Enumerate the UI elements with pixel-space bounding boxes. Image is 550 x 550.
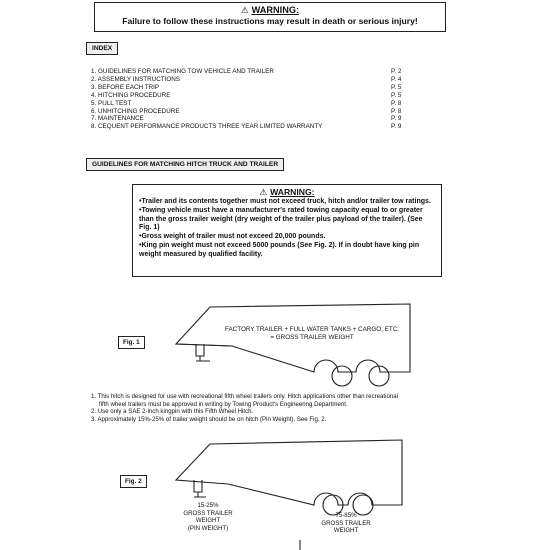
fig2-label: Fig. 2 <box>120 475 147 488</box>
note-line: 2. Use only a SAE 2-inch kingpin with this Fifth Wheel Hitch. <box>91 408 254 416</box>
note-line: 3. Approximately 15%-25% of trailer weight should be on hitch (Pin Weight). See Fig. 2. <box>91 415 327 423</box>
top-warning-title: ⚠ WARNING: <box>240 5 300 15</box>
index-label: INDEX <box>86 42 118 55</box>
index-item: 4. HITCHING PROCEDURE P. 5 <box>91 91 402 99</box>
notes-list <box>91 393 461 423</box>
fig2-trailer-outline <box>176 440 402 505</box>
warning-triangle-icon: ⚠ <box>259 187 268 197</box>
warning-item: •King pin weight must not exceed 5000 pounds (See Fig. 2). If in doubt have king pin weight measured by qualified facility. <box>139 241 420 258</box>
index-item: 7. MAINTENANCE P. 9 <box>91 115 402 123</box>
note-line: fifth wheel trailers must be approved in writing by Towing Product's Engineering Department. <box>99 400 348 408</box>
fig1-label: Fig. 1 <box>118 336 145 349</box>
top-warning-text: Failure to follow these instructions may result in death or serious injury! <box>122 16 418 26</box>
fig1-kingpin <box>196 344 210 361</box>
guidelines-label: GUIDELINES FOR MATCHING HITCH TRUCK AND TRAILER <box>86 158 284 171</box>
index-item: 6. UNHITCHING PROCEDURE P. 8 <box>91 107 402 115</box>
warning-item: •Trailer and its contents together must not exceed truck, hitch and/or trailer tow ratings. <box>139 198 431 205</box>
index-item: 2. ASSEMBLY INSTRUCTIONS P. 4 <box>91 75 402 83</box>
index-item: 8. CEQUENT PERFORMANCE PRODUCTS THREE YEAR LIMITED WARRANTY P. 9 <box>91 123 402 131</box>
axle-weight-label: 75-85% GROSS TRAILER WEIGHT <box>321 512 371 535</box>
warning-triangle-icon: ⚠ <box>240 5 249 15</box>
fig1-wheel <box>369 366 389 386</box>
warning-item: •Gross weight of trailer must not exceed 20,000 pounds. <box>139 233 326 241</box>
fig1-wheel <box>332 366 352 386</box>
pin-weight-label: 15-25% GROSS TRAILER WEIGHT (PIN WEIGHT) <box>183 502 233 532</box>
note-line: 1. This hitch is designed for use with recreational fifth wheel trailers only. Hitch applications other than recreational <box>91 393 398 400</box>
index-item: 5. PULL TEST P. 8 <box>91 99 402 107</box>
index-item: 3. BEFORE EACH TRIP P. 5 <box>91 83 402 91</box>
fig1-line1: FACTORY TRAILER + FULL WATER TANKS + CARGO, ETC. <box>224 326 400 333</box>
warning-item: •Towing vehicle must have a manufacturer's rated towing capacity equal to or greater than the gross trailer weight (dry weight of the trailer plus payload of the trailer). (See Fig. 1) <box>139 206 423 232</box>
guidelines-warning-title: ⚠ WARNING: <box>259 187 315 197</box>
fig1-caption <box>200 326 424 342</box>
index-item: 1. GUIDELINES FOR MATCHING TOW VEHICLE AND TRAILER P. 2 <box>91 68 402 75</box>
fig1-line2: = GROSS TRAILER WEIGHT <box>270 334 354 341</box>
